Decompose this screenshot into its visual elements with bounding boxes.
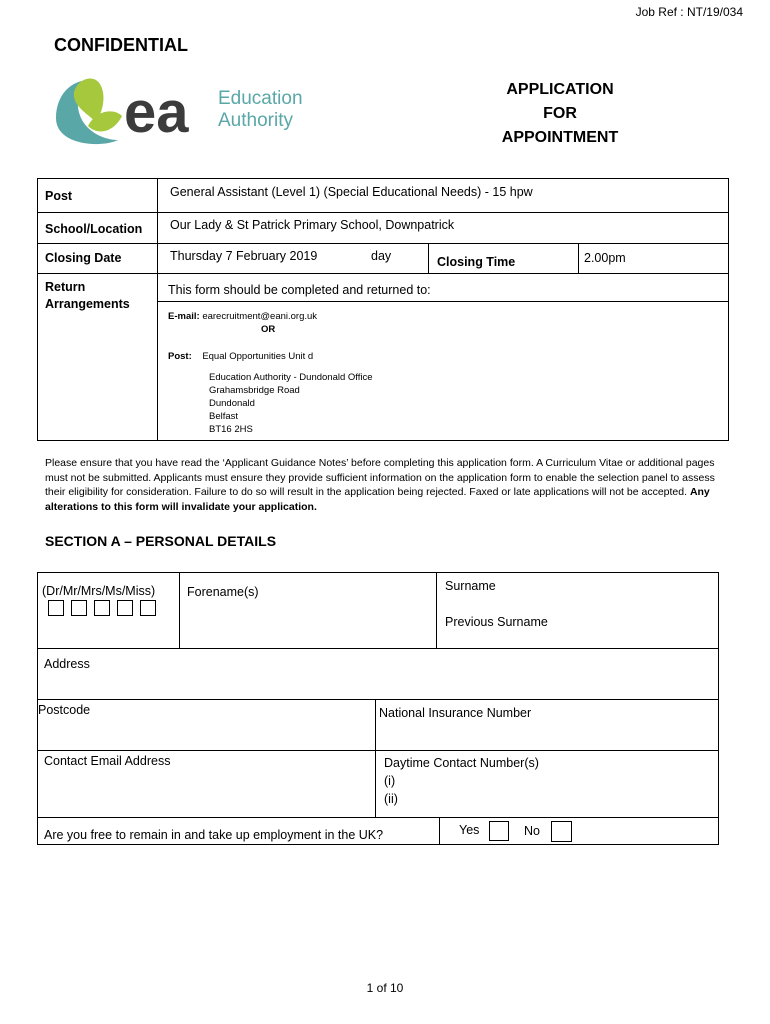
title-field: (Dr/Mr/Mrs/Ms/Miss) [37,572,180,649]
return-address-block: E-mail: earecruitment@eani.org.uk OR Post: Equal Opportunities Unit d Education Authority - Dundonald Office Grahamsbridge Road Dundonald Belfast BT16 2HS [157,301,729,441]
yes-checkbox[interactable] [489,821,509,841]
return-arrangements-label: Return Arrangements [37,273,158,441]
return-postal-address: Education Authority - Dundonald Office Grahamsbridge Road Dundonald Belfast BT16 2HS [209,372,373,435]
closing-time-label: Closing Time [428,243,579,274]
surname-field[interactable]: Surname Previous Surname [436,572,719,649]
contact-email-field[interactable]: Contact Email Address [37,750,376,818]
return-email: earecruitment@eani.org.uk [202,311,318,322]
title-miss-checkbox[interactable] [140,600,156,616]
uk-employment-answer [439,817,719,845]
ni-number-field[interactable]: National Insurance Number [375,699,719,751]
closing-date-value: Thursday 7 February 2019 day [157,243,429,274]
title-mr-checkbox[interactable] [71,600,87,616]
uk-employment-question: Are you free to remain in and take up employment in the UK? [37,817,440,845]
logo-text-education: Education [218,88,303,109]
no-checkbox[interactable] [551,821,572,842]
section-a-title: SECTION A – PERSONAL DETAILS [45,533,277,549]
post-label: Post [37,178,158,213]
application-title: APPLICATION FOR APPOINTMENT [501,81,619,146]
yes-label: Yes [459,823,480,837]
education-authority-logo [52,74,322,146]
svg-text:ea: ea [124,80,189,145]
closing-date-label: Closing Date [37,243,158,274]
previous-surname-label: Previous Surname [445,615,548,629]
closing-time-value: 2.00pm [578,243,729,274]
post-value: General Assistant (Level 1) (Special Educational Needs) - 15 hpw [157,178,729,213]
address-field[interactable]: Address [37,648,719,700]
title-mrs-checkbox[interactable] [94,600,110,616]
page-number: 1 of 10 [366,981,404,995]
daytime-contact-field[interactable]: Daytime Contact Number(s) (i) (ii) [375,750,719,818]
no-label: No [524,824,540,838]
title-ms-checkbox[interactable] [117,600,133,616]
guidance-note: Please ensure that you have read the ‘Applicant Guidance Notes’ before completing this application form. A Curriculum Vitae or additional pages must not be submitted. Applicants must ensure they provide sufficient information on the application form to enable the selection panel to assess their eligibility for consideration. Failure to do so will result in the application being rejected. Faxed or late applications will not be accepted. Any alterations to this form will invalidate your application. [45,457,715,513]
return-intro: This form should be completed and returned to: [157,273,729,302]
title-dr-checkbox[interactable] [48,600,64,616]
forename-field[interactable]: Forename(s) [179,572,437,649]
school-label: School/Location [37,212,158,244]
school-value: Our Lady & St Patrick Primary School, Downpatrick [157,212,729,244]
confidential-heading: CONFIDENTIAL [54,35,188,55]
logo-text-authority: Authority [218,110,293,131]
ea-logo-icon [52,74,212,146]
job-reference: Job Ref : NT/19/034 [635,5,743,19]
postcode-field[interactable]: Postcode [37,699,376,751]
